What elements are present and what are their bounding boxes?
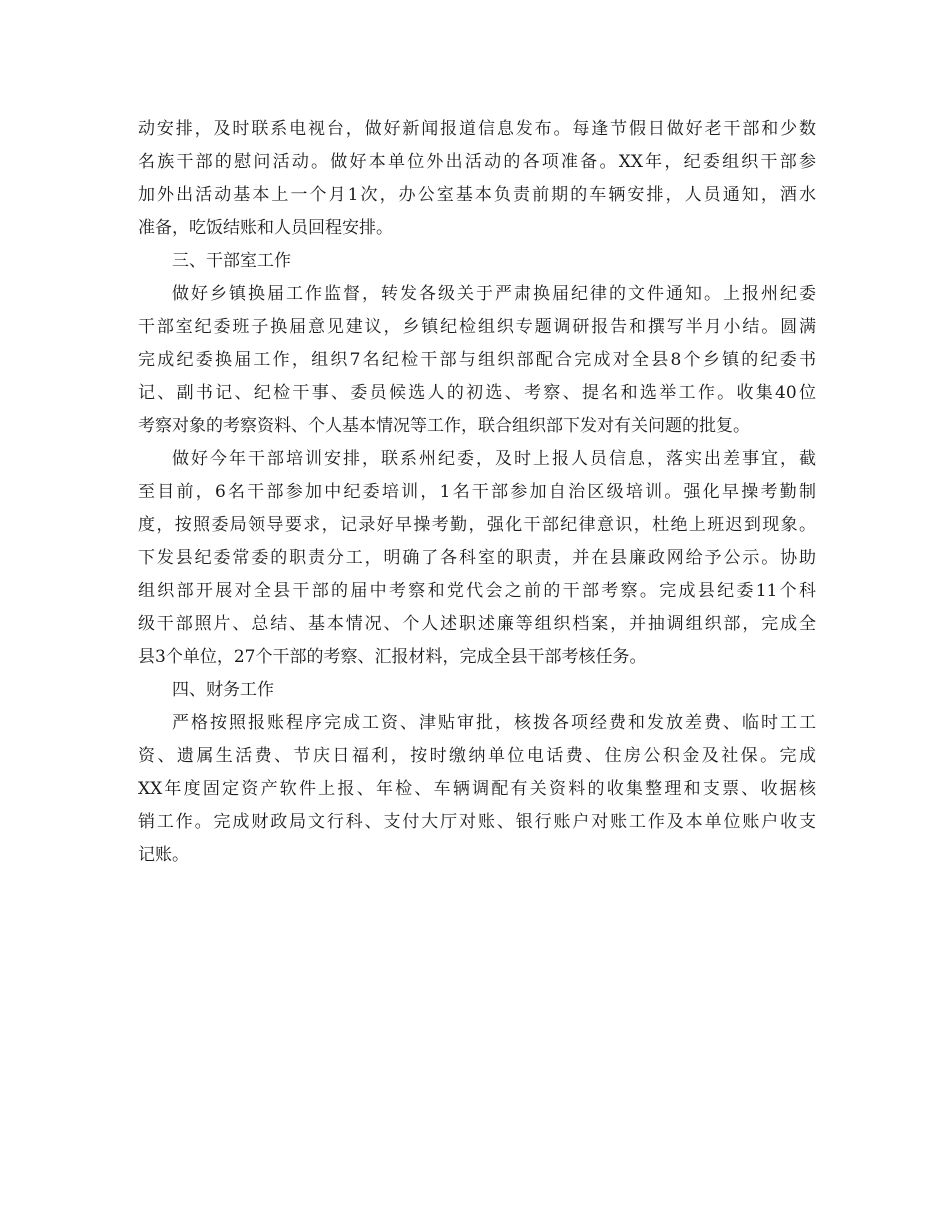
section-heading — [138, 674, 816, 707]
paragraph-line: 名族干部的慰问活动。做好本单位外出活动的各项准备。XX年，纪委组织干部参 — [138, 152, 816, 172]
section-heading — [138, 245, 816, 278]
paragraph-line: 记账。 — [138, 845, 189, 865]
paragraph-line: 做好乡镇换届工作监督，转发各级关于严肃换届纪律的文件通知。上报州纪委 — [172, 284, 816, 304]
paragraph-line: 组织部开展对全县干部的届中考察和党代会之前的干部考察。完成县纪委11个科 — [138, 581, 816, 601]
paragraph-line: XX年度固定资产软件上报、年检、车辆调配有关资料的收集整理和支票、收据核 — [138, 779, 816, 799]
paragraph-line: 下发县纪委常委的职责分工，明确了各科室的职责，并在县廉政网给予公示。协助 — [138, 548, 816, 568]
paragraph-line: 记、副书记、纪检干事、委员候选人的初选、考察、提名和选举工作。收集40位 — [138, 383, 816, 403]
paragraph-line: 销工作。完成财政局文行科、支付大厅对账、银行账户对账工作及本单位账户收支 — [138, 812, 816, 832]
paragraph-line: 至目前，6名干部参加中纪委培训，1名干部参加自治区级培训。强化早操考勤制 — [138, 482, 816, 502]
paragraph-line: 县3个单位，27个干部的考察、汇报材料，完成全县干部考核任务。 — [138, 647, 647, 667]
paragraph-line: 干部室纪委班子换届意见建议，乡镇纪检组织专题调研报告和撰写半月小结。圆满 — [138, 317, 816, 337]
paragraph-line: 加外出活动基本上一个月1次，办公室基本负责前期的车辆安排，人员通知，酒水 — [138, 185, 816, 205]
paragraph — [138, 443, 816, 674]
heading-text: 四、财务工作 — [172, 680, 274, 700]
paragraph — [138, 278, 816, 443]
heading-text: 三、干部室工作 — [172, 251, 291, 271]
paragraph-line: 考察对象的考察资料、个人基本情况等工作，联合组织部下发对有关问题的批复。 — [138, 416, 750, 436]
paragraph-line: 度，按照委局领导要求，记录好早操考勤，强化干部纪律意识，杜绝上班迟到现象。 — [138, 515, 816, 535]
paragraph — [138, 707, 816, 872]
document-body — [138, 113, 816, 872]
paragraph — [138, 113, 816, 245]
paragraph-line: 严格按照报账程序完成工资、津贴审批，核拨各项经费和发放差费、临时工工 — [172, 713, 816, 733]
paragraph-line: 做好今年干部培训安排，联系州纪委，及时上报人员信息，落实出差事宜，截 — [172, 449, 816, 469]
paragraph-line: 动安排，及时联系电视台，做好新闻报道信息发布。每逢节假日做好老干部和少数 — [138, 119, 816, 139]
paragraph-line: 完成纪委换届工作，组织7名纪检干部与组织部配合完成对全县8个乡镇的纪委书 — [138, 350, 816, 370]
paragraph-line: 级干部照片、总结、基本情况、个人述职述廉等组织档案，并抽调组织部，完成全 — [138, 614, 816, 634]
paragraph-line: 资、遗属生活费、节庆日福利，按时缴纳单位电话费、住房公积金及社保。完成 — [138, 746, 816, 766]
paragraph-line: 准备，吃饭结账和人员回程安排。 — [138, 218, 393, 238]
